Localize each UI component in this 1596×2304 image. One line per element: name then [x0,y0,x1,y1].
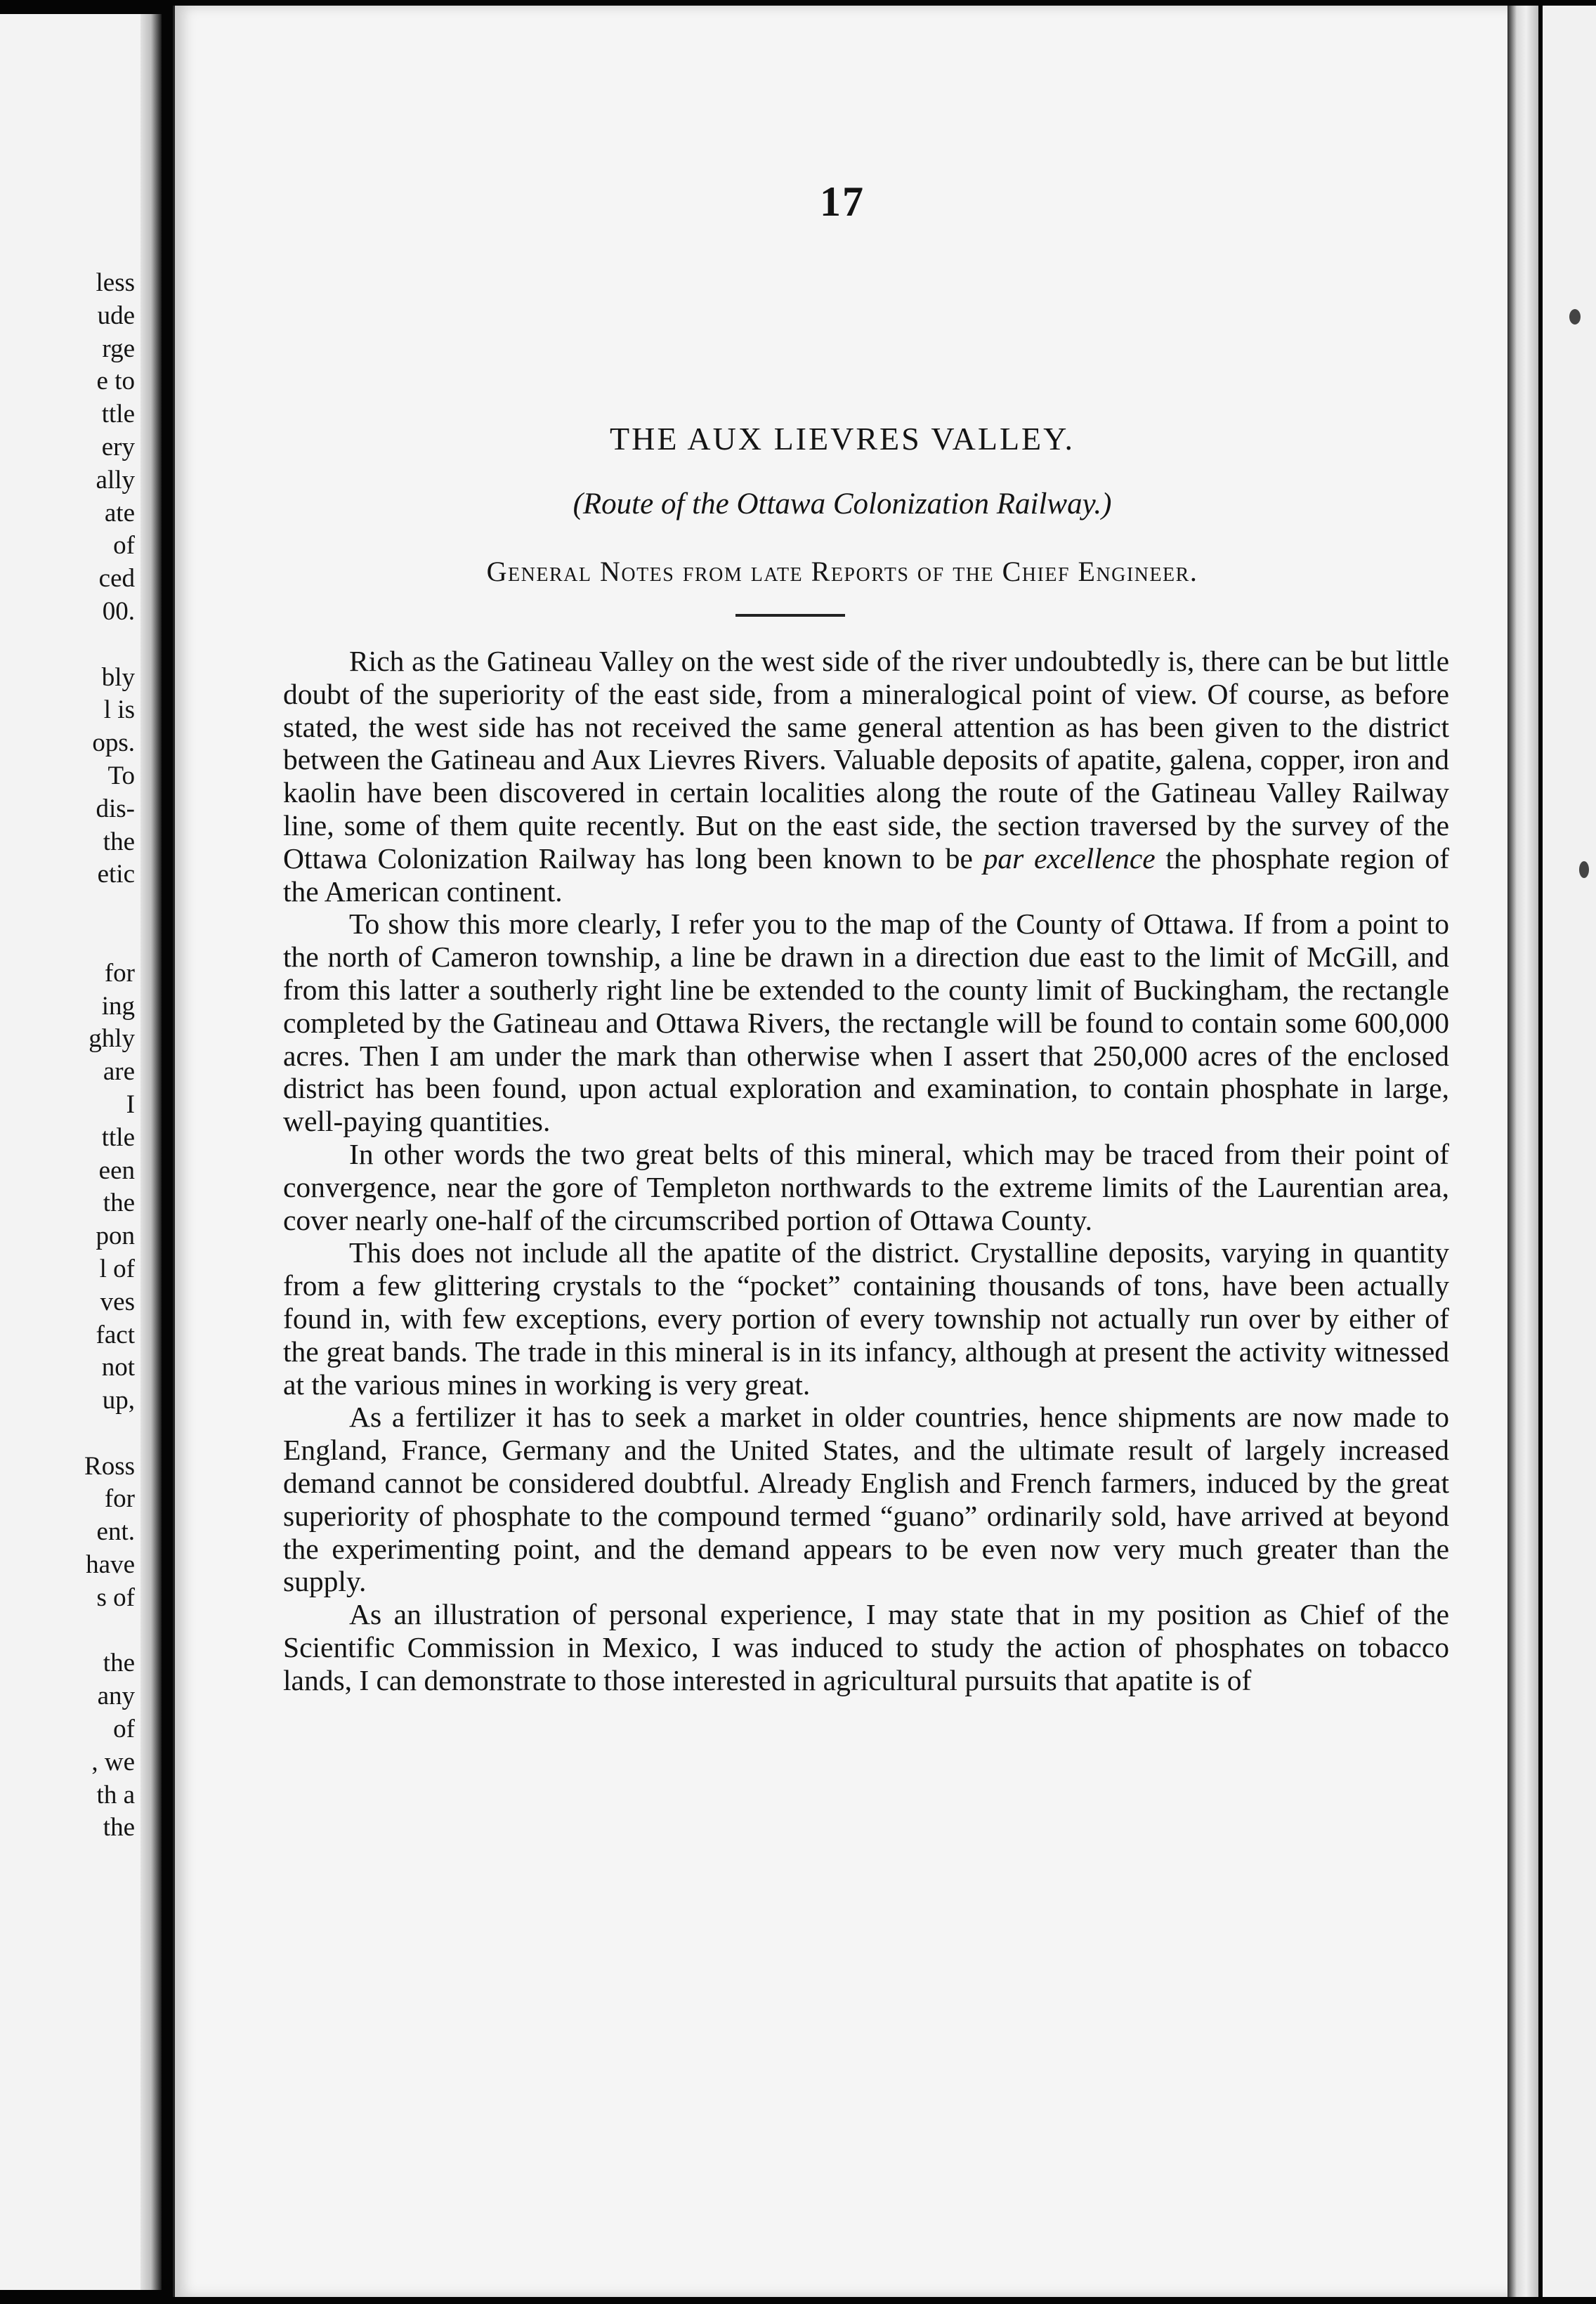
left-page-fragment: ced [98,564,135,594]
left-page-margin [0,14,162,2290]
left-page-fragment: the [103,1189,135,1218]
left-page-fragment: I [126,1089,135,1119]
article-body [283,645,1449,1697]
left-page-fragment: less [96,268,135,297]
left-page-fragment: the [103,1813,135,1842]
paragraph: In other words the two great belts of this mineral, which may be traced from their point of convergence, near the gore of Templeton northwards to the extreme limits of the Laurentian area, cover nearly one-half of the circumscribed portion of Ottawa County. [283,1137,1449,1236]
left-page-fragment: s of [96,1583,135,1612]
paragraph: To show this more clearly, I refer you to the map of the County of Ottawa. If from a point to the north of Cameron township, a line be drawn in a direction due east to the limit of McGill, and from this latter a southerly right line be extended to the county limit of Buckingham, the rectangle completed by the Gatineau and Ottawa Rivers, the rectangle will be found to contain some 600,000 acres. Then I am under the mark than otherwise when I assert that 250,000 acres of the enclosed district has been found, upon actual exploration and examination, to contain phosphate in large, well-paying quantities. [283,908,1449,1138]
left-page-fragment: pon [96,1222,135,1251]
left-page-fragment: are [103,1057,135,1087]
italic-phrase: par excellence [983,842,1156,875]
left-page-text-fragments [0,267,135,1845]
left-page-fragment: 00. [102,596,135,626]
left-page-fragment [0,1615,135,1648]
left-page-fragment: etic [97,860,135,889]
paragraph: As a fertilizer it has to seek a market in older countries, hence shipments are now made to England, France, Germany and the United States, and the ultimate result of largely increased demand cannot be considered doubtful. Already English and French farmers, induced by the great superiority of phosphate to the compound termed “guano” ordinarily sold, have arrived at beyond the experimenting point, and the demand appears to be even now very much greater than the supply. [283,1401,1449,1598]
left-page-fragment: bly [101,662,135,692]
section-heading: General Notes from late Reports of the Chief Engineer. [486,556,1198,587]
left-page-fragment: up, [102,1386,135,1415]
paragraph: This does not include all the apatite of the district. Crystalline deposits, varying in quantity from a few glittering crystals to the “pocket” containing thousands of tons, have been actually found in, with few exceptions, every portion of every township not actually run over by either of the great bands. The trade in this mineral is in its infancy, although at present the activity witnessed at the various mines in working is very great. [283,1236,1449,1401]
left-page-fragment: for [104,1484,135,1514]
left-page-fragment: l is [103,695,135,725]
left-page-fragment [0,924,135,957]
left-page-fragment [0,629,135,662]
left-page-fragment: th a [96,1780,135,1809]
left-page-fragment: l of [99,1254,135,1283]
paragraph: As an illustration of personal experience, I may state that in my position as Chief of the Scientific Commission in Mexico, I was induced to study the action of phosphates on tobacco lands, I can demonstrate to those interested in agricultural pursuits that apatite is of [283,1598,1449,1696]
left-page-fragment: the [103,1649,135,1678]
left-page-fragment: e to [96,367,135,396]
left-page-fragment: ally [96,465,135,495]
left-page-fragment: ent. [96,1517,135,1547]
left-page-fragment: Ross [84,1451,135,1481]
left-page-fragment: ops. [92,728,135,758]
left-page-fragment: To [107,761,135,790]
left-page-fragment: ghly [89,1024,135,1054]
scan-speck [1569,309,1581,325]
left-page-fragment [0,891,135,924]
paragraph: Rich as the Gatineau Valley on the west side of the river undoubtedly is, there can be but little doubt of the superiority of the east side, from a mineralogical point of view. Of course, as before stated, the west side has not received the same general attention as has been given to the district between the Gatineau and Aux Lievres Rivers. Valuable deposits of apatite, galena, copper, iron and kaolin have been discovered in certain localities along the route of the Gatineau Valley Railway line, some of them quite recently. But on the east side, the section traversed by the survey of the Ottawa Colonization Railway has long been known to be par excellence the phosphate region of the American continent. [283,645,1450,908]
left-page-fragment: dis- [96,794,135,823]
page-fold-shadow [140,14,162,2290]
left-page-fragment: the [103,827,135,856]
document-page [173,6,1510,2297]
left-page-fragment: not [101,1353,135,1382]
left-page-fragment [0,1418,135,1451]
left-page-fragment: ate [104,498,135,528]
left-page-fragment: rge [102,334,135,363]
left-page-fragment: ves [100,1287,135,1316]
left-page-fragment: ing [101,991,135,1021]
left-page-fragment: for [104,958,135,988]
page-subtitle: (Route of the Ottawa Colonization Railway.) [573,487,1112,521]
left-page-fragment: fact [96,1320,135,1349]
left-page-fragment: ude [97,301,135,330]
left-page-fragment: have [86,1550,135,1580]
left-page-fragment: ttle [101,1122,135,1152]
left-page-fragment: of [113,1715,135,1744]
heading-divider [735,614,845,617]
left-page-fragment: ery [101,432,135,462]
left-page-fragment: , we [91,1747,135,1776]
right-margin-strip [1543,6,1596,2297]
scan-speck [1579,861,1589,878]
right-page-edge [1507,6,1538,2297]
page-title: THE AUX LIEVRES VALLEY. [610,421,1075,457]
left-page-fragment: ttle [101,400,135,429]
left-page-fragment: of [113,531,135,561]
left-page-fragment: any [97,1682,135,1711]
page-number: 17 [820,178,865,225]
left-page-fragment: een [98,1156,135,1185]
